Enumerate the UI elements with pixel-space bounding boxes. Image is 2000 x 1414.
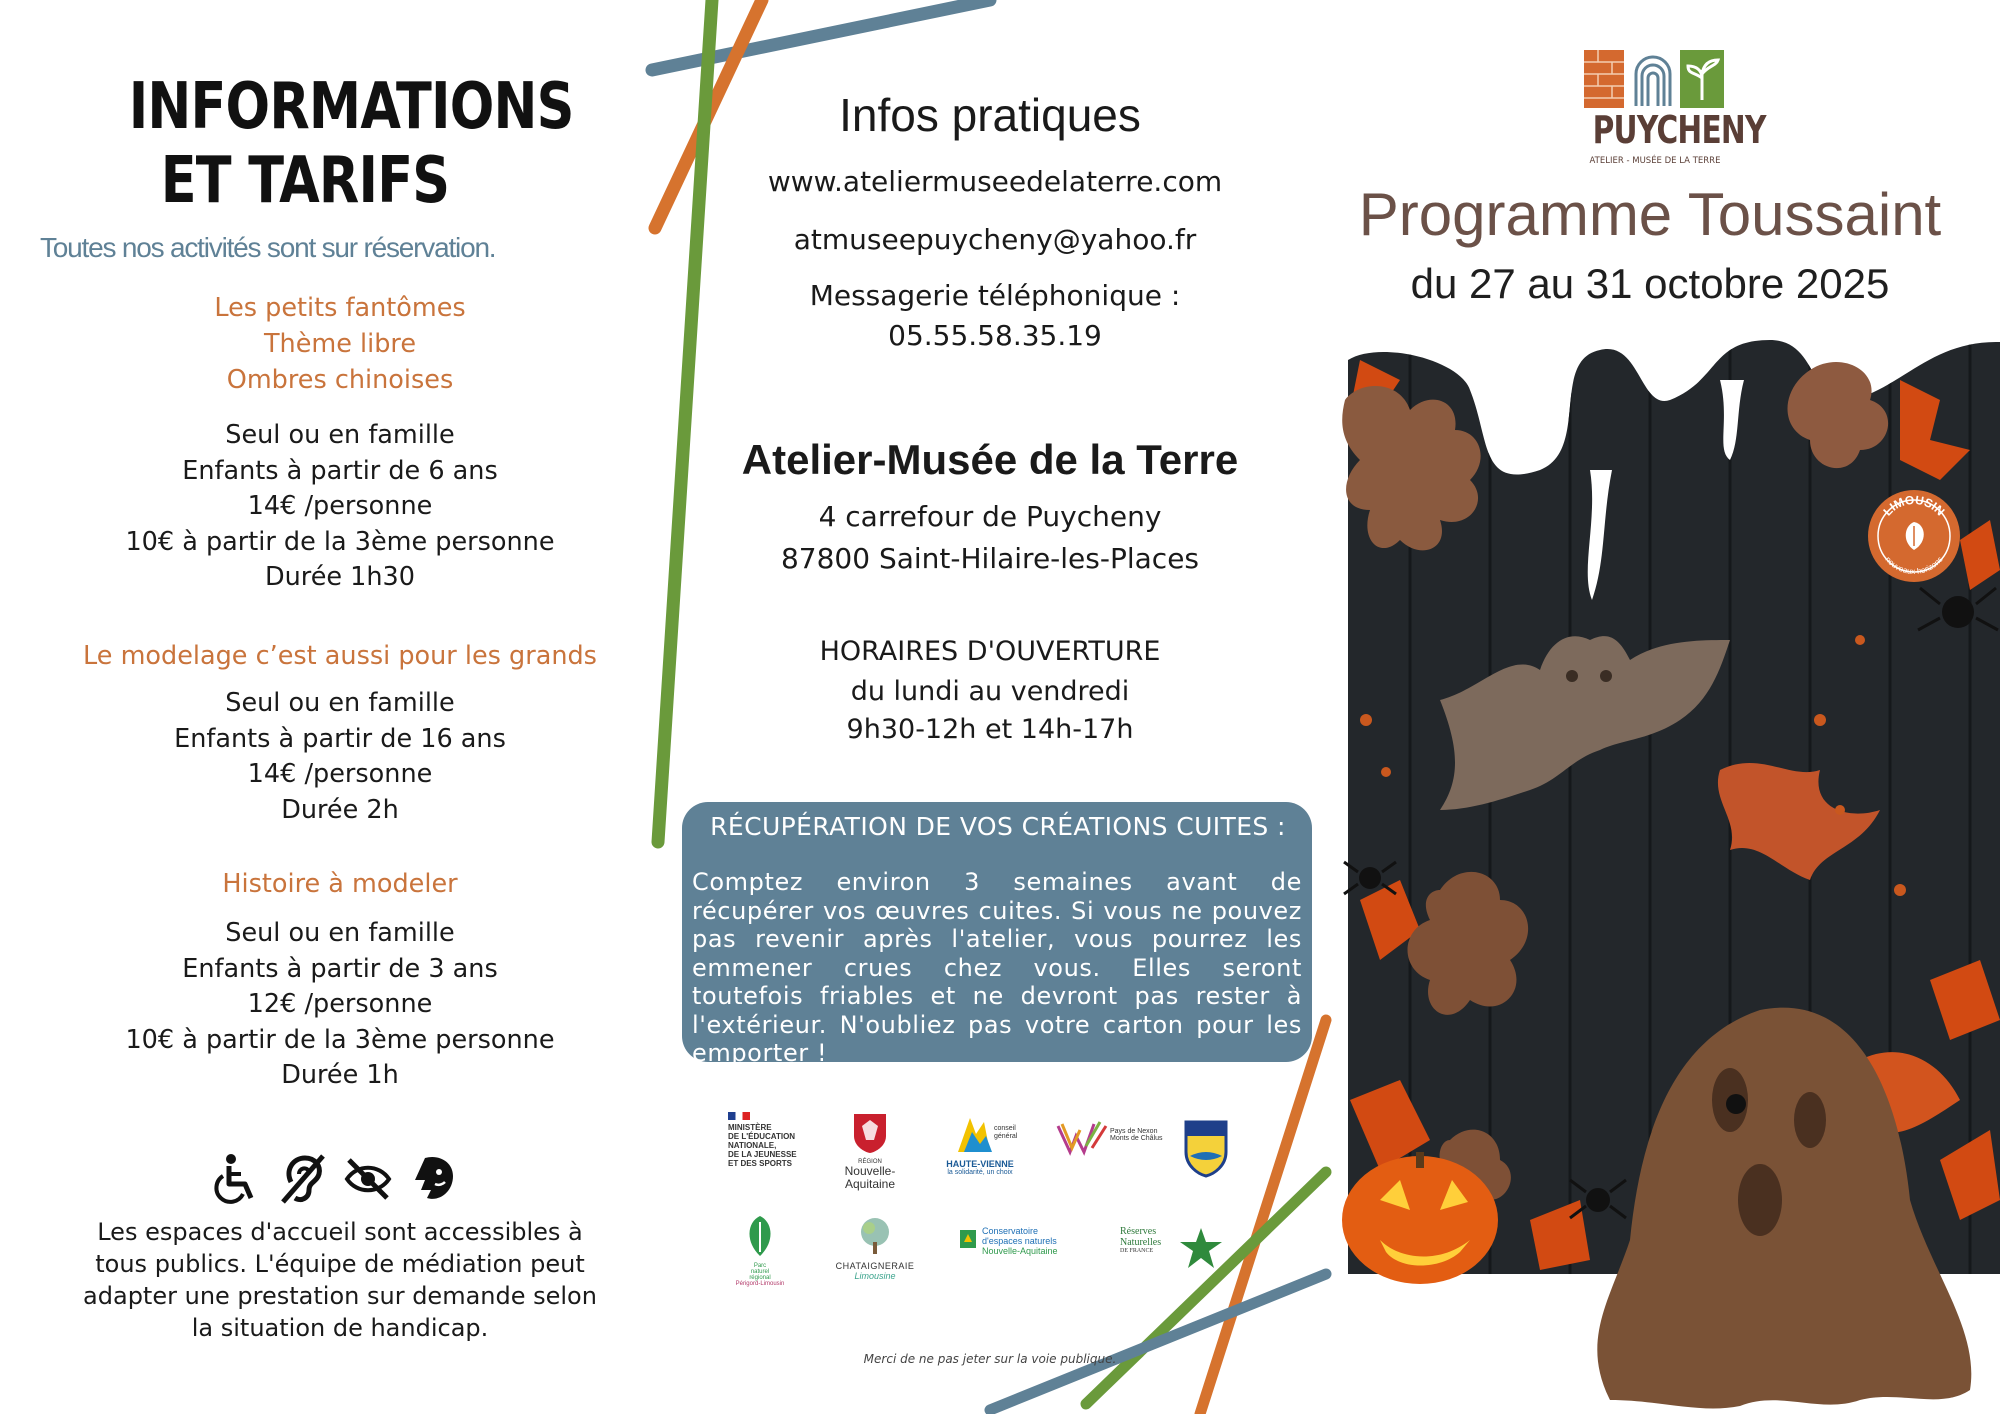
left-title-line2: ET TARIFS xyxy=(160,144,450,218)
hours-times: 9h30-12h et 14h-17h xyxy=(846,714,1134,745)
parc-icon xyxy=(743,1214,777,1258)
puycheny-logo-icon xyxy=(1584,48,1726,110)
logo-reserves-naturelles: Réserves Naturelles DE FRANCE xyxy=(1120,1226,1230,1277)
website-link[interactable]: www.ateliermuseedelaterre.com xyxy=(767,165,1223,198)
logo-chataigneraie-limousine: CHATAIGNERAIE Limousine xyxy=(830,1216,920,1281)
address-line1: 4 carrefour de Puycheny xyxy=(818,500,1162,533)
activity-title: Le modelage c’est aussi pour les grands xyxy=(83,641,597,671)
accessibility-text: Les espaces d'accueil sont accessibles à tous publics. L'équipe de médiation peut adapter une prestation sur demande selon la situation de handicap. xyxy=(83,1218,597,1342)
region-shield-icon xyxy=(852,1112,888,1154)
museum-name: Atelier-Musée de la Terre xyxy=(741,436,1239,483)
brand-subtitle: ATELIER - MUSÉE DE LA TERRE xyxy=(1589,156,1721,166)
recuperation-title: RÉCUPÉRATION DE VOS CRÉATIONS CUITES : xyxy=(710,812,1286,841)
activity-block-petits-fantomes xyxy=(60,290,620,596)
activity-block-histoire-a-modeler xyxy=(60,866,620,1094)
activity-title: Histoire à modeler xyxy=(222,869,458,899)
wheelchair-icon xyxy=(211,1152,261,1206)
recuperation-box xyxy=(682,802,1312,1067)
activity-title: Thème libre xyxy=(263,329,417,359)
logo-haute-vienne: conseil général HAUTE-VIENNE la solidarité, un choix xyxy=(940,1114,1020,1176)
pays-nexon-icon xyxy=(1056,1118,1110,1158)
program-title: Programme Toussaint xyxy=(1358,181,1942,248)
activity-price: 14€ /personne xyxy=(247,491,433,521)
activity-price: 10€ à partir de la 3ème personne xyxy=(125,1024,555,1055)
hearing-impaired-icon xyxy=(277,1152,327,1206)
logo-region-nouvelle-aquitaine: RÉGION Nouvelle- Aquitaine xyxy=(830,1112,910,1191)
activity-duration: Durée 1h30 xyxy=(264,562,416,592)
activity-title: Les petits fantômes xyxy=(214,293,466,323)
infos-pratiques-title: Infos pratiques xyxy=(839,89,1141,141)
limousin-badge xyxy=(1866,488,1962,584)
activity-price: 14€ /personne xyxy=(247,759,433,789)
activity-duration: Durée 1h xyxy=(281,1060,399,1090)
svg-text:LIMOUSIN: LIMOUSIN xyxy=(1880,492,1948,519)
left-title xyxy=(128,70,574,218)
svg-text:général: général xyxy=(994,1133,1018,1140)
activity-block-modelage-grands xyxy=(60,638,620,828)
footer-note: Merci de ne pas jeter sur la voie publique. xyxy=(863,1352,1117,1366)
activity-detail: Enfants à partir de 3 ans xyxy=(182,953,498,984)
mental-disability-icon xyxy=(409,1152,459,1206)
svg-text:nouveaux horizons: nouveaux horizons xyxy=(1883,554,1945,577)
program-dates: du 27 au 31 octobre 2025 xyxy=(1410,260,1890,307)
activity-detail: Enfants à partir de 16 ans xyxy=(174,723,506,754)
chestnut-tree-icon xyxy=(855,1216,895,1256)
svg-text:conseil: conseil xyxy=(994,1125,1016,1132)
logo-ministere-education: MINISTÈRE DE L'ÉDUCATION NATIONALE, DE LA JEUNESSE ET DES SPORTS xyxy=(728,1112,818,1168)
commune-coat-of-arms-icon xyxy=(1182,1118,1230,1180)
visually-impaired-icon xyxy=(343,1152,393,1206)
phone-label: Messagerie téléphonique : xyxy=(809,279,1181,312)
accessibility-icons xyxy=(205,1152,465,1208)
activity-detail: Seul ou en famille xyxy=(225,918,455,948)
left-subtitle: Toutes nos activités sont sur réservation. xyxy=(40,232,496,263)
activity-duration: Durée 2h xyxy=(281,794,399,825)
logo-parc-perigord-limousin: Parc naturel régional Périgord-Limousin xyxy=(730,1214,790,1287)
left-title-line1: INFORMATIONS xyxy=(128,70,574,144)
reserves-star-icon xyxy=(1178,1226,1224,1272)
brand-name: PUYCHENY xyxy=(1592,108,1766,152)
activity-detail: Seul ou en famille xyxy=(225,420,455,450)
address-line2: 87800 Saint-Hilaire-les-Places xyxy=(780,542,1200,575)
activity-detail: Enfants à partir de 6 ans xyxy=(182,455,498,486)
email-link[interactable]: atmuseepuycheny@yahoo.fr xyxy=(793,223,1197,256)
hours-days: du lundi au vendredi xyxy=(850,676,1130,707)
logo-conservatoire-espaces-naturels: Conservatoire d'espaces naturels Nouvelle-Aquitaine xyxy=(958,1226,1078,1256)
activity-detail: Seul ou en famille xyxy=(225,688,455,718)
hours-title: HORAIRES D'OUVERTURE xyxy=(819,636,1161,667)
recuperation-text: Comptez environ 3 semaines avant de récupérer vos œuvres cuites. Si vous ne pouvez pas revenir après l'atelier, vous pourrez les emmener crues chez vous. Elles seront toutefois friables et ne devront pas rester à l'extérieur. N'oubliez pas votre carton pour les emporter ! xyxy=(692,868,1302,1067)
conservatoire-icon xyxy=(958,1226,978,1252)
logo-pays-nexon: Pays de Nexon Monts de Châlus xyxy=(1056,1118,1166,1158)
activity-price: 12€ /personne xyxy=(247,989,433,1019)
activity-price: 10€ à partir de la 3ème personne xyxy=(125,526,555,557)
phone-number[interactable]: 05.55.58.35.19 xyxy=(888,319,1102,352)
activity-title: Ombres chinoises xyxy=(226,365,454,395)
french-flag-icon xyxy=(728,1112,750,1120)
